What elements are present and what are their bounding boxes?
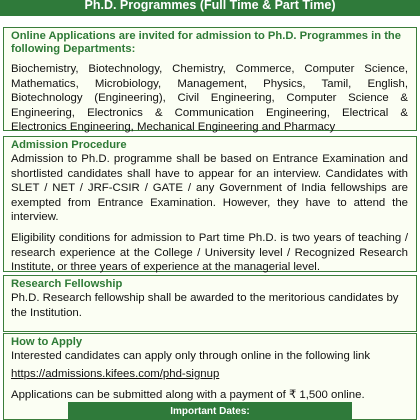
departments-list: Biochemistry, Biotechnology, Chemistry, Commerce, Computer Science, Mathematics, Microbiology, Management, Physics, Tamil, English, Biotechnology (Engineering), Civil Engineering, Computer Science & Engineering, Electronics & Communication Engineering, Electrical & Electronics Engineering, Mechanical Engineering and Pharmacy [11, 63, 408, 134]
apply-heading: How to Apply [11, 336, 83, 348]
admission-paragraph-1: Admission to Ph.D. programme shall be based on Entrance Examination and shortlisted candidates shall have to appear for an interview. Candidates with SLET / NET / JRF-CSIR / GATE / any Government of India fellowships are exempted from Entrance Examination. However, they have to attend the interview. [11, 153, 408, 224]
important-dates-label: Important Dates: [170, 406, 250, 417]
banner-title: Ph.D. Programmes (Full Time & Part Time) [84, 0, 336, 12]
fellowship-text: Ph.D. Research fellowship shall be awarded to the meritorious candidates by the Institution. [11, 292, 399, 319]
payment-text: Applications can be submitted along with a payment of ₹ 1,500 online. [11, 388, 365, 401]
signup-link[interactable]: https://admissions.kifees.com/phd-signup [11, 367, 220, 380]
departments-heading: Online Applications are invited for admission to Ph.D. Programmes in the following Departments: [11, 30, 401, 55]
fellowship-heading: Research Fellowship [11, 278, 123, 290]
admission-procedure-section [3, 136, 417, 272]
admission-paragraph-2: Eligibility conditions for admission to Part time Ph.D. is two years of teaching / research experience at the College / University level / Recognized Research Institute, or three years of experience at the managerial level. [11, 231, 408, 274]
admission-heading: Admission Procedure [11, 139, 127, 151]
departments-section [3, 27, 417, 134]
research-fellowship-section [3, 275, 417, 332]
programme-banner [0, 0, 420, 16]
apply-text: Interested candidates can apply only through online in the following link [11, 350, 371, 362]
important-dates-bar [68, 402, 352, 420]
